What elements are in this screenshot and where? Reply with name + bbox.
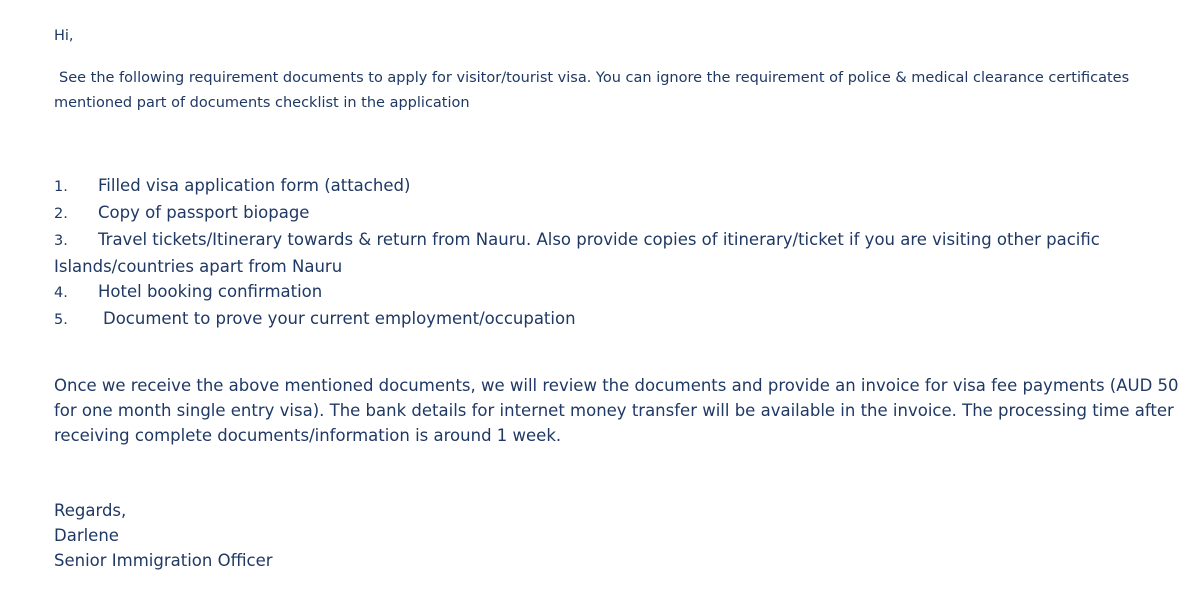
signature-block — [54, 498, 273, 573]
list-item-text: Document to prove your current employment/occupation — [103, 309, 576, 328]
list-item — [54, 173, 1174, 200]
list-item-number: 5. — [54, 312, 68, 328]
list-item — [54, 200, 1174, 227]
greeting: Hi, — [54, 28, 74, 44]
list-item-number: 4. — [54, 285, 68, 301]
list-item-text: Filled visa application form (attached) — [98, 176, 411, 195]
sender-name: Darlene — [54, 526, 119, 545]
sender-title: Senior Immigration Officer — [54, 551, 273, 570]
documents-checklist — [54, 173, 1174, 333]
list-item-number: 3. — [54, 233, 68, 249]
list-item-number: 1. — [54, 179, 68, 195]
list-item-text: Travel tickets/Itinerary towards & return from Nauru. Also provide copies of itinerary/ticket if you are visiting other pacific Islands/countries apart from Nauru — [54, 230, 1100, 276]
list-item-text: Copy of passport biopage — [98, 203, 310, 222]
sign-off: Regards, — [54, 501, 127, 520]
closing-paragraph: Once we receive the above mentioned documents, we will review the documents and provide an invoice for visa fee payments (AUD 50 for one month single entry visa). The bank details for internet money transfer will be available in the invoice. The processing time after receiving complete documents/information is around 1 week. — [54, 376, 1179, 445]
list-item-number: 2. — [54, 206, 68, 222]
list-item-text: Hotel booking confirmation — [98, 282, 323, 301]
intro-paragraph — [54, 66, 1174, 116]
list-item — [54, 279, 1174, 306]
list-item — [54, 306, 1174, 333]
list-item — [54, 227, 1174, 279]
intro-text: See the following requirement documents to apply for visitor/tourist visa. You can ignore the requirement of police & medical clearance certificates mentioned part of documents checklist in the application — [54, 70, 1130, 111]
